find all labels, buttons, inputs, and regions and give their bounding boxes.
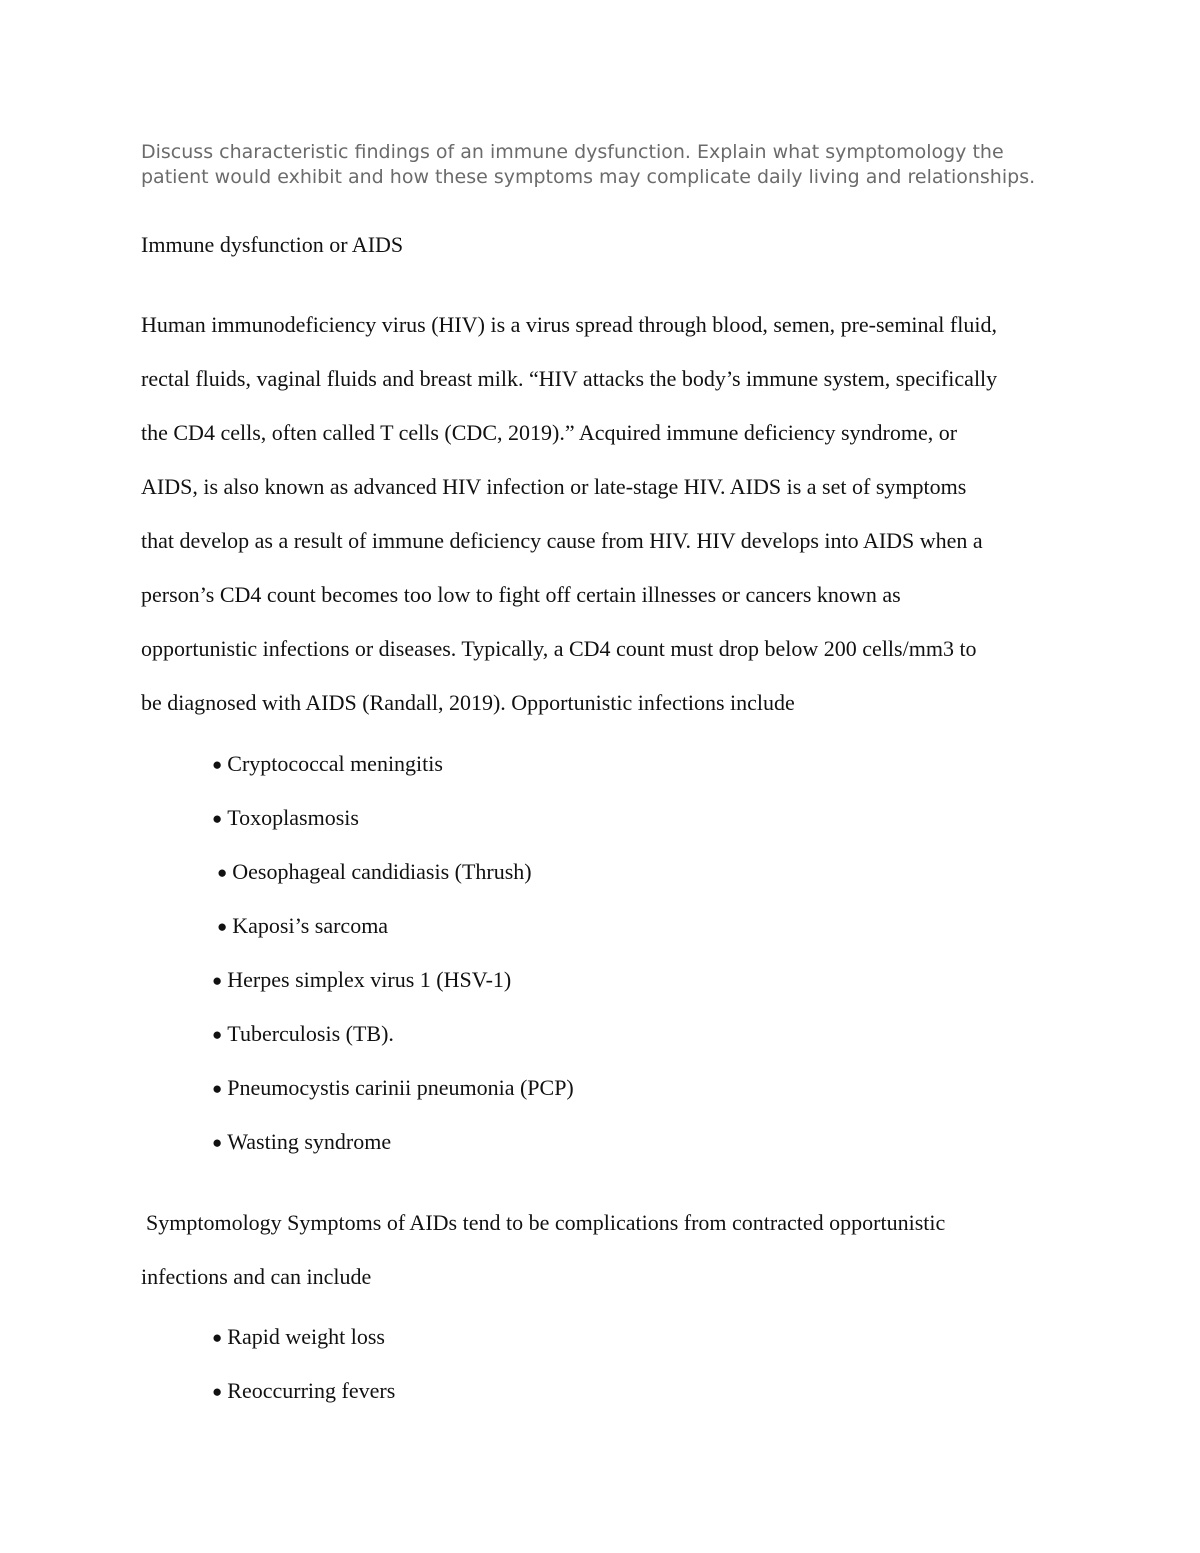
bullet-icon: ● bbox=[212, 1133, 223, 1152]
paragraph-line: rectal fluids, vaginal fluids and breast milk. “HIV attacks the body’s immune system, specifically bbox=[141, 366, 998, 391]
list-item bbox=[212, 1072, 574, 1126]
paragraph-line: the CD4 cells, often called T cells (CDC, 2019).” Acquired immune deficiency syndrome, or bbox=[141, 420, 958, 445]
paragraph-line: opportunistic infections or diseases. Typically, a CD4 count must drop below 200 cells/mm3 to bbox=[141, 636, 977, 661]
bullet-icon: ● bbox=[212, 1382, 223, 1401]
list-item bbox=[212, 964, 574, 1018]
assignment-prompt: Discuss characteristic findings of an immune dysfunction. Explain what symptomology the patient would exhibit and how these symptoms may complicate daily living and relationships. bbox=[141, 141, 1036, 188]
paragraph-line: Symptomology Symptoms of AIDs tend to be complications from contracted opportunistic bbox=[146, 1210, 946, 1235]
list-item-text: Cryptococcal meningitis bbox=[227, 751, 443, 776]
list-item bbox=[212, 1018, 574, 1072]
list-item-text: Rapid weight loss bbox=[227, 1324, 385, 1349]
section-heading: Immune dysfunction or AIDS bbox=[141, 232, 404, 257]
hiv-paragraph bbox=[141, 298, 1071, 730]
list-item bbox=[212, 1321, 395, 1375]
bullet-icon: ● bbox=[217, 863, 228, 882]
list-item bbox=[212, 910, 574, 964]
list-item-text: Reoccurring fevers bbox=[227, 1378, 396, 1403]
bullet-icon: ● bbox=[212, 755, 223, 774]
list-item-text: Pneumocystis carinii pneumonia (PCP) bbox=[227, 1075, 574, 1100]
symptoms-list bbox=[212, 1321, 395, 1429]
opportunistic-infections-list bbox=[212, 748, 574, 1180]
list-item-text: Herpes simplex virus 1 (HSV-1) bbox=[227, 967, 512, 992]
list-item bbox=[212, 802, 574, 856]
bullet-icon: ● bbox=[217, 917, 228, 936]
list-item-text: Toxoplasmosis bbox=[227, 805, 359, 830]
bullet-icon: ● bbox=[212, 1025, 223, 1044]
list-item bbox=[212, 856, 574, 910]
list-item-text: Kaposi’s sarcoma bbox=[232, 913, 389, 938]
bullet-icon: ● bbox=[212, 971, 223, 990]
paragraph-line: infections and can include bbox=[141, 1264, 372, 1289]
bullet-icon: ● bbox=[212, 1079, 223, 1098]
paragraph-line: Human immunodeficiency virus (HIV) is a virus spread through blood, semen, pre-seminal fluid, bbox=[141, 312, 997, 337]
paragraph-line: person’s CD4 count becomes too low to fight off certain illnesses or cancers known as bbox=[141, 582, 901, 607]
list-item-text: Oesophageal candidiasis (Thrush) bbox=[232, 859, 532, 884]
bullet-icon: ● bbox=[212, 1328, 223, 1347]
paragraph-line: AIDS, is also known as advanced HIV infection or late-stage HIV. AIDS is a set of symptoms bbox=[141, 474, 967, 499]
paragraph-line: that develop as a result of immune deficiency cause from HIV. HIV develops into AIDS when a bbox=[141, 528, 983, 553]
list-item bbox=[212, 1375, 395, 1429]
list-item bbox=[212, 748, 574, 802]
list-item bbox=[212, 1126, 574, 1180]
bullet-icon: ● bbox=[212, 809, 223, 828]
symptomology-paragraph bbox=[141, 1196, 1071, 1304]
paragraph-line: be diagnosed with AIDS (Randall, 2019). Opportunistic infections include bbox=[141, 690, 795, 715]
list-item-text: Wasting syndrome bbox=[227, 1129, 392, 1154]
list-item-text: Tuberculosis (TB). bbox=[227, 1021, 394, 1046]
